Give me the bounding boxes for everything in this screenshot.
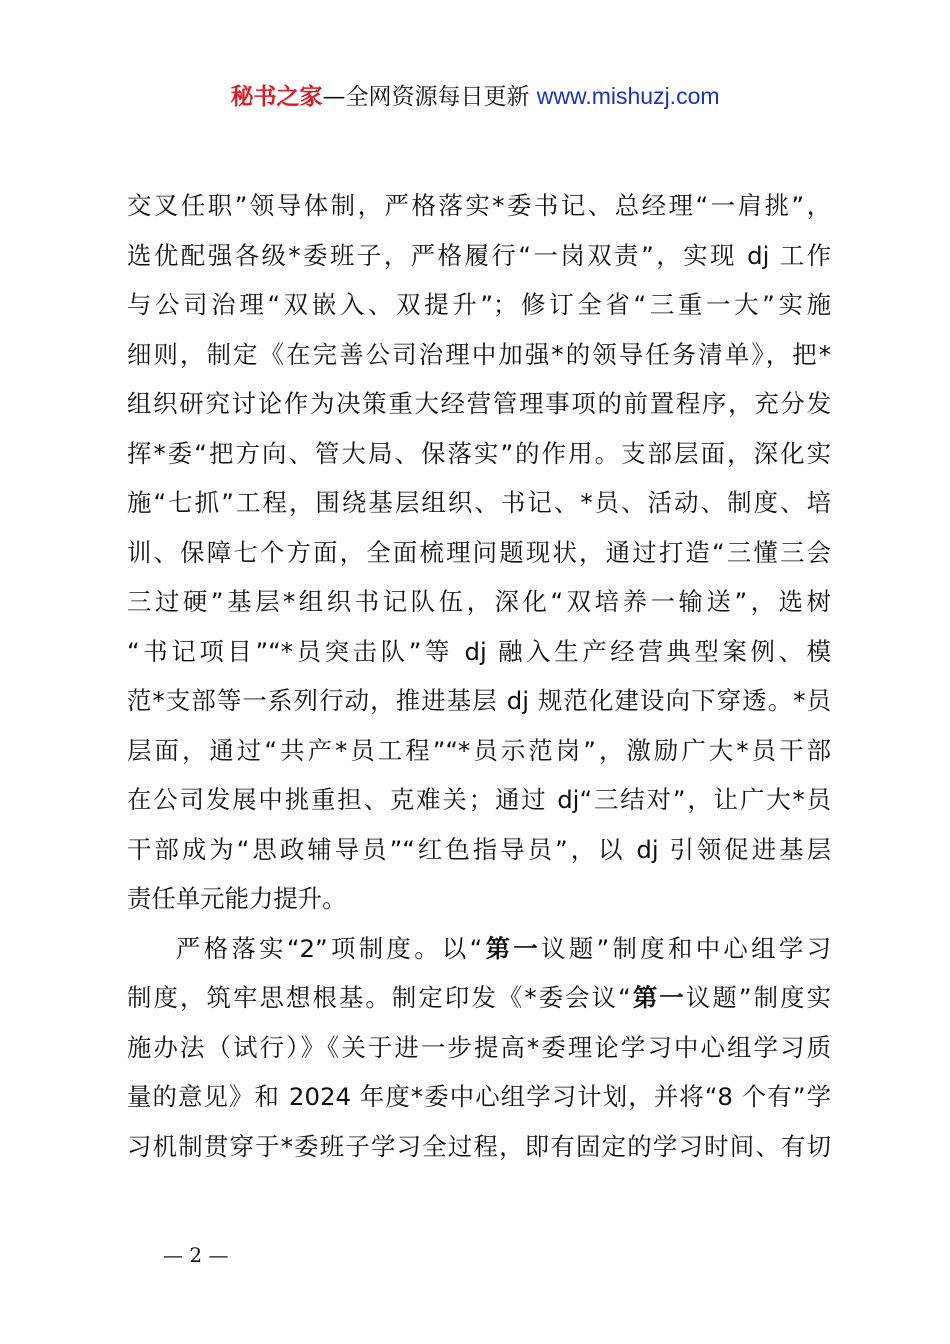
text-line: 量的意见》和 2024 年度*委中心组学习计划，并将“8 个有”学 <box>127 1082 831 1111</box>
paragraph-2-line-1 <box>127 924 831 974</box>
text-line: “书记项目”“*员突击队”等 dj 融入生产经营典型案例、模 <box>127 636 831 666</box>
text-fragment: 议题”制度和中心组学习 <box>541 933 831 963</box>
page-number: — 2 — <box>163 1243 229 1267</box>
brand-name: 秘书之家 <box>230 84 323 110</box>
text-line: 选优配强各级*委班子，严格履行“一岗双责”，实现 dj 工作 <box>127 240 831 270</box>
text-line: 施办法（试行）》《关于进一步提高*委理论学习中心组学习质 <box>127 1032 831 1062</box>
text-line: 层面，通过“共产*员工程”“*员示范岗”，激励广大*员干部 <box>127 735 831 765</box>
text-line: 与公司治理“双嵌入、双提升”；修订全省“三重一大”实施 <box>127 290 831 319</box>
header-tagline: —全网资源每日更新 <box>322 84 530 110</box>
text-line: 组织研究讨论作为决策重大经营管理事项的前置程序，充分发 <box>127 389 831 418</box>
text-line: 在公司发展中挑重担、克难关；通过 dj“三结对”，让广大*员 <box>127 785 831 814</box>
paragraph-2-line-2 <box>127 973 831 1023</box>
text-line: 细则，制定《在完善公司治理中加强*的领导任务清单》，把* <box>127 339 831 369</box>
text-line: 施“七抓”工程，围绕基层组织、书记、*员、活动、制度、培 <box>127 488 831 517</box>
text-line: 干部成为“思政辅导员”“红色指导员”，以 dj 引领促进基层 <box>127 834 831 864</box>
bold-text: 第一 <box>630 983 686 1012</box>
text-line: 三过硬”基层*组织书记队伍，深化“双培养一输送”，选树 <box>127 587 831 616</box>
text-line: 交叉任职”领导体制，严格落实*委书记、总经理“一肩挑”， <box>127 191 831 220</box>
text-line: 习机制贯穿于*委班子学习全过程，即有固定的学习时间、有切 <box>127 1131 831 1161</box>
text-line: 训、保障七个方面，全面梳理问题现状，通过打造“三懂三会 <box>127 537 831 567</box>
text-fragment: 严格落实“2”项制度。以“ <box>176 933 483 963</box>
text-fragment: 议题”制度实 <box>685 983 831 1012</box>
text-fragment: 制度，筑牢思想根基。制定印发《*委会议“ <box>127 983 631 1012</box>
page-header <box>0 80 950 113</box>
text-line: 挥*委“把方向、管大局、保落实”的作用。支部层面，深化实 <box>127 438 831 468</box>
text-line: 责任单元能力提升。 <box>127 884 347 913</box>
bold-text: 第一 <box>482 933 542 963</box>
site-url[interactable]: www.mishuzj.com <box>536 83 720 109</box>
text-line: 范*支部等一系列行动，推进基层 dj 规范化建设向下穿透。*员 <box>127 686 831 715</box>
document-body <box>127 181 831 1171</box>
